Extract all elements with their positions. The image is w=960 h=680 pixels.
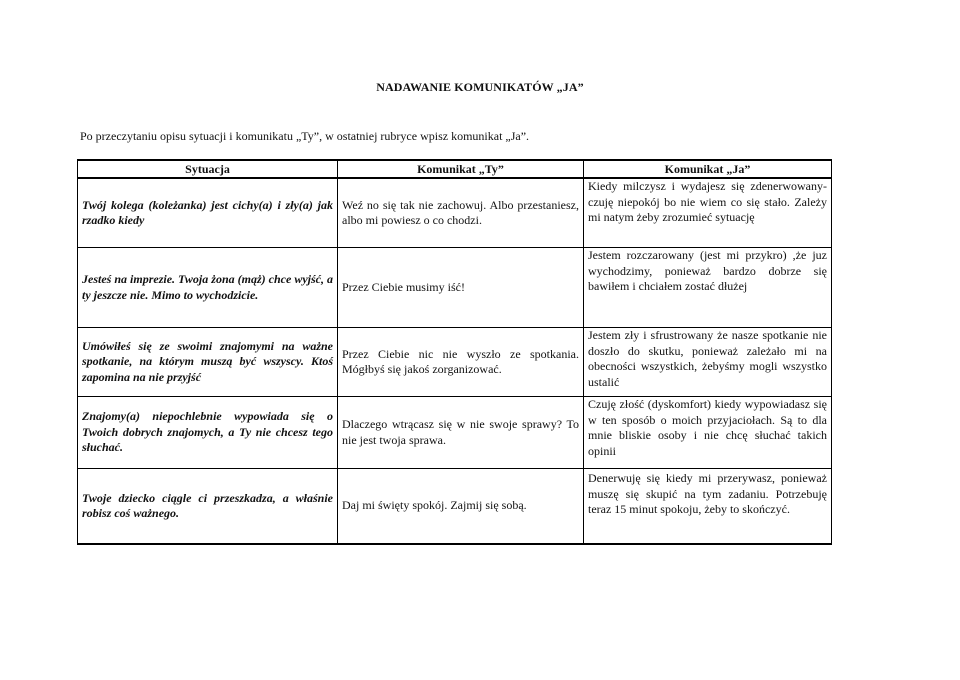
table-row (78, 397, 832, 469)
situation-cell: Twoje dziecko ciągle ci przeszkadza, a właśnie robisz coś ważnego. (78, 469, 338, 545)
ty-message-cell: Daj mi święty spokój. Zajmij się sobą. (338, 469, 584, 545)
situation-cell: Znajomy(a) niepochlebnie wypowiada się o Twoich dobrych znajomych, a Ty nie chcesz tego słuchać. (78, 397, 338, 469)
situation-cell: Twój kolega (koleżanka) jest cichy(a) i zły(a) jak rzadko kiedy (78, 178, 338, 248)
table-row (78, 469, 832, 545)
header-situation: Sytuacja (78, 160, 338, 178)
instruction-text: Po przeczytaniu opisu sytuacji i komunikatu „Ty”, w ostatniej rubryce wpisz komunikat „Ja”. (80, 129, 530, 143)
table-row (78, 178, 832, 248)
ja-message-cell[interactable]: Czuję złość (dyskomfort) kiedy wypowiadasz się w ten sposób o moich przyjaciołach. Są to dla mnie bliskie osoby i nie chcę słuchać takich opinii (584, 397, 832, 469)
situation-cell: Jesteś na imprezie. Twoja żona (mąż) chce wyjść, a ty jeszcze nie. Mimo to wychodzicie. (78, 248, 338, 328)
ty-message-cell: Weź no się tak nie zachowuj. Albo przestaniesz, albo mi powiesz o co chodzi. (338, 178, 584, 248)
ty-message-cell: Dlaczego wtrącasz się w nie swoje sprawy? To nie jest twoja sprawa. (338, 397, 584, 469)
table-row (78, 328, 832, 397)
communication-table (77, 159, 832, 545)
table-header-row (78, 160, 832, 178)
ty-message-cell: Przez Ciebie musimy iść! (338, 248, 584, 328)
ja-message-cell[interactable]: Denerwuję się kiedy mi przerywasz, ponieważ muszę się skupić na tym zadaniu. Potrzebuję teraz 15 minut spokoju, żeby to skończyć. (584, 469, 832, 545)
ja-message-cell[interactable]: Kiedy milczysz i wydajesz się zdenerwowany- czuję niepokój bo nie wiem co się stało. Zależy mi natym żeby zrozumieć sytuację (584, 178, 832, 248)
ty-message-cell: Przez Ciebie nic nie wyszło ze spotkania. Mógłbyś się jakoś zorganizować. (338, 328, 584, 397)
header-ja-message: Komunikat „Ja” (584, 160, 832, 178)
ja-message-cell[interactable]: Jestem rozczarowany (jest mi przykro) ,że juz wychodzimy, ponieważ bardzo dobrze się bawiłem i chciałem zostać dłużej (584, 248, 832, 328)
ja-message-cell[interactable]: Jestem zły i sfrustrowany że nasze spotkanie nie doszło do skutku, ponieważ zależało mi na obecności wszystkich, żebyśmy mogli wszystko ustalić (584, 328, 832, 397)
page-title: NADAWANIE KOMUNIKATÓW „JA” (376, 80, 584, 94)
table-row (78, 248, 832, 328)
header-ty-message: Komunikat „Ty” (338, 160, 584, 178)
situation-cell: Umówiłeś się ze swoimi znajomymi na ważne spotkanie, na którym muszą być wszyscy. Ktoś zapomina na nie przyjść (78, 328, 338, 397)
